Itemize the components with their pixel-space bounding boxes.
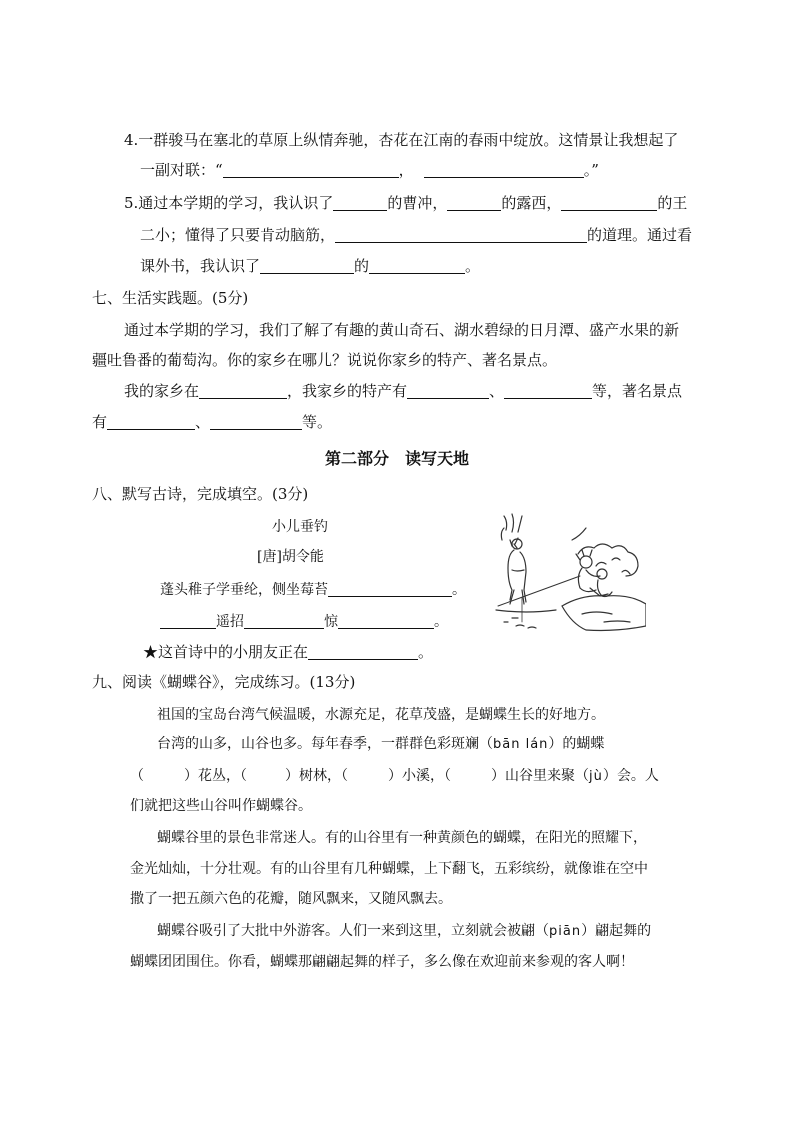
- q4-blank-2[interactable]: [424, 161, 584, 178]
- poem-verse1: [160, 580, 466, 600]
- q7-blank-specialty-1[interactable]: [407, 382, 489, 399]
- q8-title: 八、默写古诗，完成填空。(3分): [92, 485, 309, 503]
- q9-p2-line1: [157, 734, 604, 755]
- q7-text-a: 我的家乡在: [124, 382, 200, 400]
- q9-title: 九、阅读《蝴蝶谷》，完成练习。(13分): [92, 673, 356, 691]
- q4-line1: 4.一群骏马在塞北的草原上纵情奔驰，杏花在江南的春雨中绽放。这情景让我想起了: [124, 131, 679, 149]
- p4-text-b: ）翩起舞的: [581, 923, 652, 939]
- q5-text-a: 5.通过本学期的学习，我认识了: [124, 194, 334, 212]
- pinyin-banlan: bān lán: [493, 737, 549, 752]
- verse2-end: 。: [434, 614, 448, 630]
- q5-line2: [140, 225, 692, 245]
- q5-text-i: 。: [465, 257, 481, 275]
- q8-star-line: [143, 642, 433, 662]
- q5-blank-luxi[interactable]: [447, 194, 501, 211]
- q5-blank-4[interactable]: [369, 257, 465, 274]
- q5-text-f: 的道理。通过看: [587, 226, 693, 244]
- q5-text-b: 的曹冲，: [387, 194, 448, 212]
- p2-text-c: ）花丛，（: [184, 768, 247, 784]
- q9-p3-line1: 蝴蝶谷里的景色非常迷人。有的山谷里有一种黄颜色的蝴蝶，在阳光的照耀下，: [157, 830, 647, 846]
- poem-author: [唐]胡令能: [257, 549, 324, 565]
- q5-text-h: 的: [354, 257, 370, 275]
- q5-text-e: 二小；懂得了只要肯动脑筋，: [140, 226, 336, 244]
- q9-p1: 祖国的宝岛台湾气候温暖，水源充足，花草茂盛，是蝴蝶生长的好地方。: [157, 707, 605, 723]
- q4-comma: ，: [398, 161, 414, 179]
- q7-text-b: ，我家乡的特产有: [287, 382, 408, 400]
- q7-blank-scenic-1[interactable]: [107, 413, 195, 430]
- p4-text-a: 蝴蝶谷吸引了大批中外游客。人们一来到这里，立刻就会被翩（: [157, 923, 549, 939]
- q7-text-c: 、: [489, 382, 505, 400]
- q7-text-g: 等。: [302, 413, 333, 431]
- q5-text-c: 的露西，: [501, 194, 562, 212]
- p2-text-a: 台湾的山多，山谷也多。每年春季，一群群色彩斑斓（: [157, 736, 493, 752]
- q4-prefix: 一副对联：“: [140, 161, 223, 179]
- verse2-blank-3[interactable]: [338, 612, 434, 629]
- q7-title: 七、生活实践题。(5分): [92, 289, 249, 307]
- q7-para-line1: 通过本学期的学习，我们了解了有趣的黄山奇石、湖水碧绿的日月潭、盛产水果的新: [124, 321, 680, 339]
- verse1-blank[interactable]: [328, 580, 452, 597]
- q7-blank-specialty-2[interactable]: [504, 382, 592, 399]
- q5-blank-daoli[interactable]: [335, 226, 587, 243]
- q4-line2: [140, 160, 599, 180]
- verse2-text-b: 惊: [324, 614, 338, 630]
- q5-text-d: 的王: [657, 194, 688, 212]
- q9-p2-line3: 们就把这些山谷叫作蝴蝶谷。: [130, 798, 312, 814]
- star-text: ★这首诗中的小朋友正在: [143, 643, 309, 661]
- q5-text-g: 课外书，我认识了: [140, 257, 261, 275]
- q7-answer-line2: [92, 412, 332, 432]
- verse2-text-a: 遥招: [216, 614, 244, 630]
- q9-p2-line2: [130, 766, 659, 787]
- q7-text-d: 等，著名景点: [592, 382, 683, 400]
- q7-text-f: 、: [195, 413, 211, 431]
- q9-p4-line2: 蝴蝶团团围住。你看，蝴蝶那翩翩起舞的样子，多么像在欢迎前来参观的客人啊！: [130, 954, 634, 970]
- p2-text-b: ）的蝴蝶: [548, 736, 605, 752]
- verse2-blank-2[interactable]: [244, 612, 324, 629]
- verse1-text: 蓬头稚子学垂纶，侧坐莓苔: [160, 582, 328, 598]
- verse2-blank-1[interactable]: [160, 612, 216, 629]
- q5-line3: [140, 256, 480, 276]
- q5-blank-caochong[interactable]: [333, 194, 387, 211]
- pinyin-ju: jù: [589, 769, 603, 784]
- q7-para-line2: 疆吐鲁番的葡萄沟。你的家乡在哪儿？说说你家乡的特产、著名景点。: [92, 351, 558, 369]
- q9-p3-line2: 金光灿灿，十分壮观。有的山谷里有几种蝴蝶，上下翻飞，五彩缤纷，就像谁在空中: [130, 861, 648, 877]
- q7-blank-hometown[interactable]: [199, 382, 287, 399]
- q5-blank-wangerxiao[interactable]: [561, 194, 657, 211]
- pinyin-pian: piān: [549, 924, 582, 939]
- p2-text-e: ）小溪，（: [388, 768, 451, 784]
- star-end: 。: [418, 643, 434, 661]
- q7-answer-line1: [124, 381, 682, 401]
- poem-title: 小儿垂钓: [272, 519, 328, 535]
- fishing-child-illustration: [492, 510, 646, 634]
- q5-line1: [124, 193, 687, 213]
- p2-text-d: ）树林，（: [285, 768, 348, 784]
- q7-text-e: 有: [92, 413, 108, 431]
- verse1-end: 。: [452, 582, 466, 598]
- q9-p4-line1: [157, 921, 651, 942]
- q4-suffix: 。”: [583, 161, 599, 179]
- p2-text-g: ）会。人: [602, 768, 659, 784]
- q7-blank-scenic-2[interactable]: [210, 413, 302, 430]
- q5-blank-3[interactable]: [260, 257, 354, 274]
- paren-open-1: （: [130, 768, 144, 784]
- star-blank[interactable]: [308, 643, 418, 660]
- p2-text-f: ）山谷里来聚（: [491, 768, 589, 784]
- part2-heading: 第二部分 读写天地: [324, 449, 469, 468]
- q4-blank-1[interactable]: [223, 161, 399, 178]
- poem-verse2: [160, 612, 448, 632]
- q9-p3-line3: 撒了一把五颜六色的花瓣，随风飘来，又随风飘去。: [130, 891, 452, 907]
